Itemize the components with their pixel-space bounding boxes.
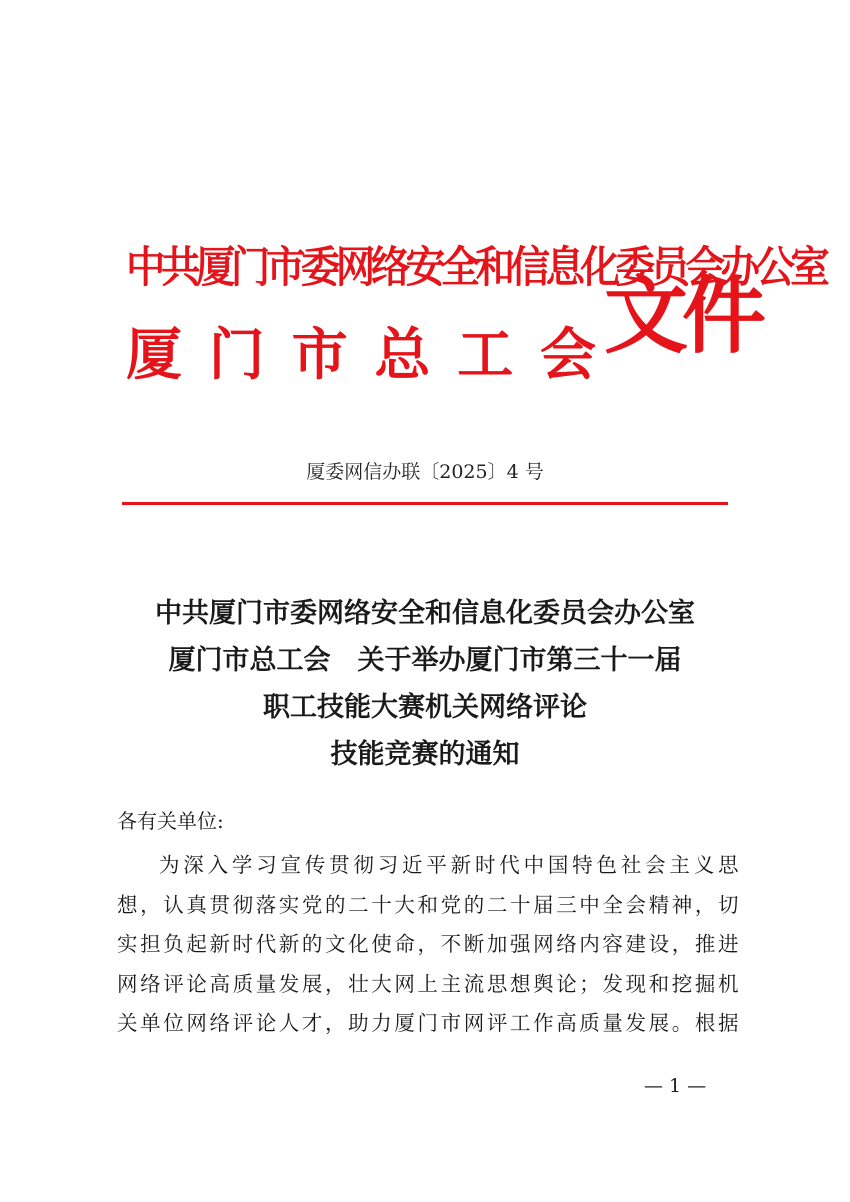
salutation: 各有关单位: — [117, 809, 224, 833]
letterhead-org-char: 门 — [208, 322, 265, 388]
title-line: 厦门市总工会 关于举办厦门市第三十一届 — [168, 645, 682, 676]
body-line: 关单位网络评论人才，助力厦门市网评工作高质量发展。根据 — [117, 1011, 739, 1035]
body-line: 想，认真贯彻落实党的二十大和党的二十届三中全会精神，切 — [117, 892, 739, 917]
letterhead-org-char: 厦 — [126, 322, 182, 388]
title-line: 技能竞赛的通知 — [330, 739, 520, 770]
title-line: 职工技能大赛机关网络评论 — [263, 692, 587, 723]
body-paragraph — [117, 846, 739, 1044]
page-number: — 1 — — [644, 1075, 707, 1097]
body-line: 为深入学习宣传贯彻习近平新时代中国特色社会主义思 — [159, 853, 739, 877]
letterhead-org-char: 总 — [374, 322, 431, 388]
body-line: 实担负起新时代新的文化使命，不断加强网络内容建设，推进 — [117, 932, 739, 956]
letterhead-org-char: 会 — [539, 322, 596, 388]
document-title — [90, 590, 760, 778]
body-line: 网络评论高质量发展，壮大网上主流思想舆论；发现和挖掘机 — [117, 971, 739, 996]
letterhead-org-line-2 — [126, 320, 596, 390]
letterhead-org-char: 市 — [291, 322, 348, 388]
letterhead-org-line-1: 中共厦门市委网络安全和信息化委员会办公室 — [126, 243, 826, 293]
letterhead-doc-type: 文件 — [604, 266, 761, 365]
letterhead-org-char: 工 — [457, 322, 514, 388]
title-line: 中共厦门市委网络安全和信息化委员会办公室 — [155, 598, 695, 629]
red-divider-line — [122, 502, 728, 505]
document-number: 厦委网信办联〔2025〕4 号 — [306, 461, 544, 483]
